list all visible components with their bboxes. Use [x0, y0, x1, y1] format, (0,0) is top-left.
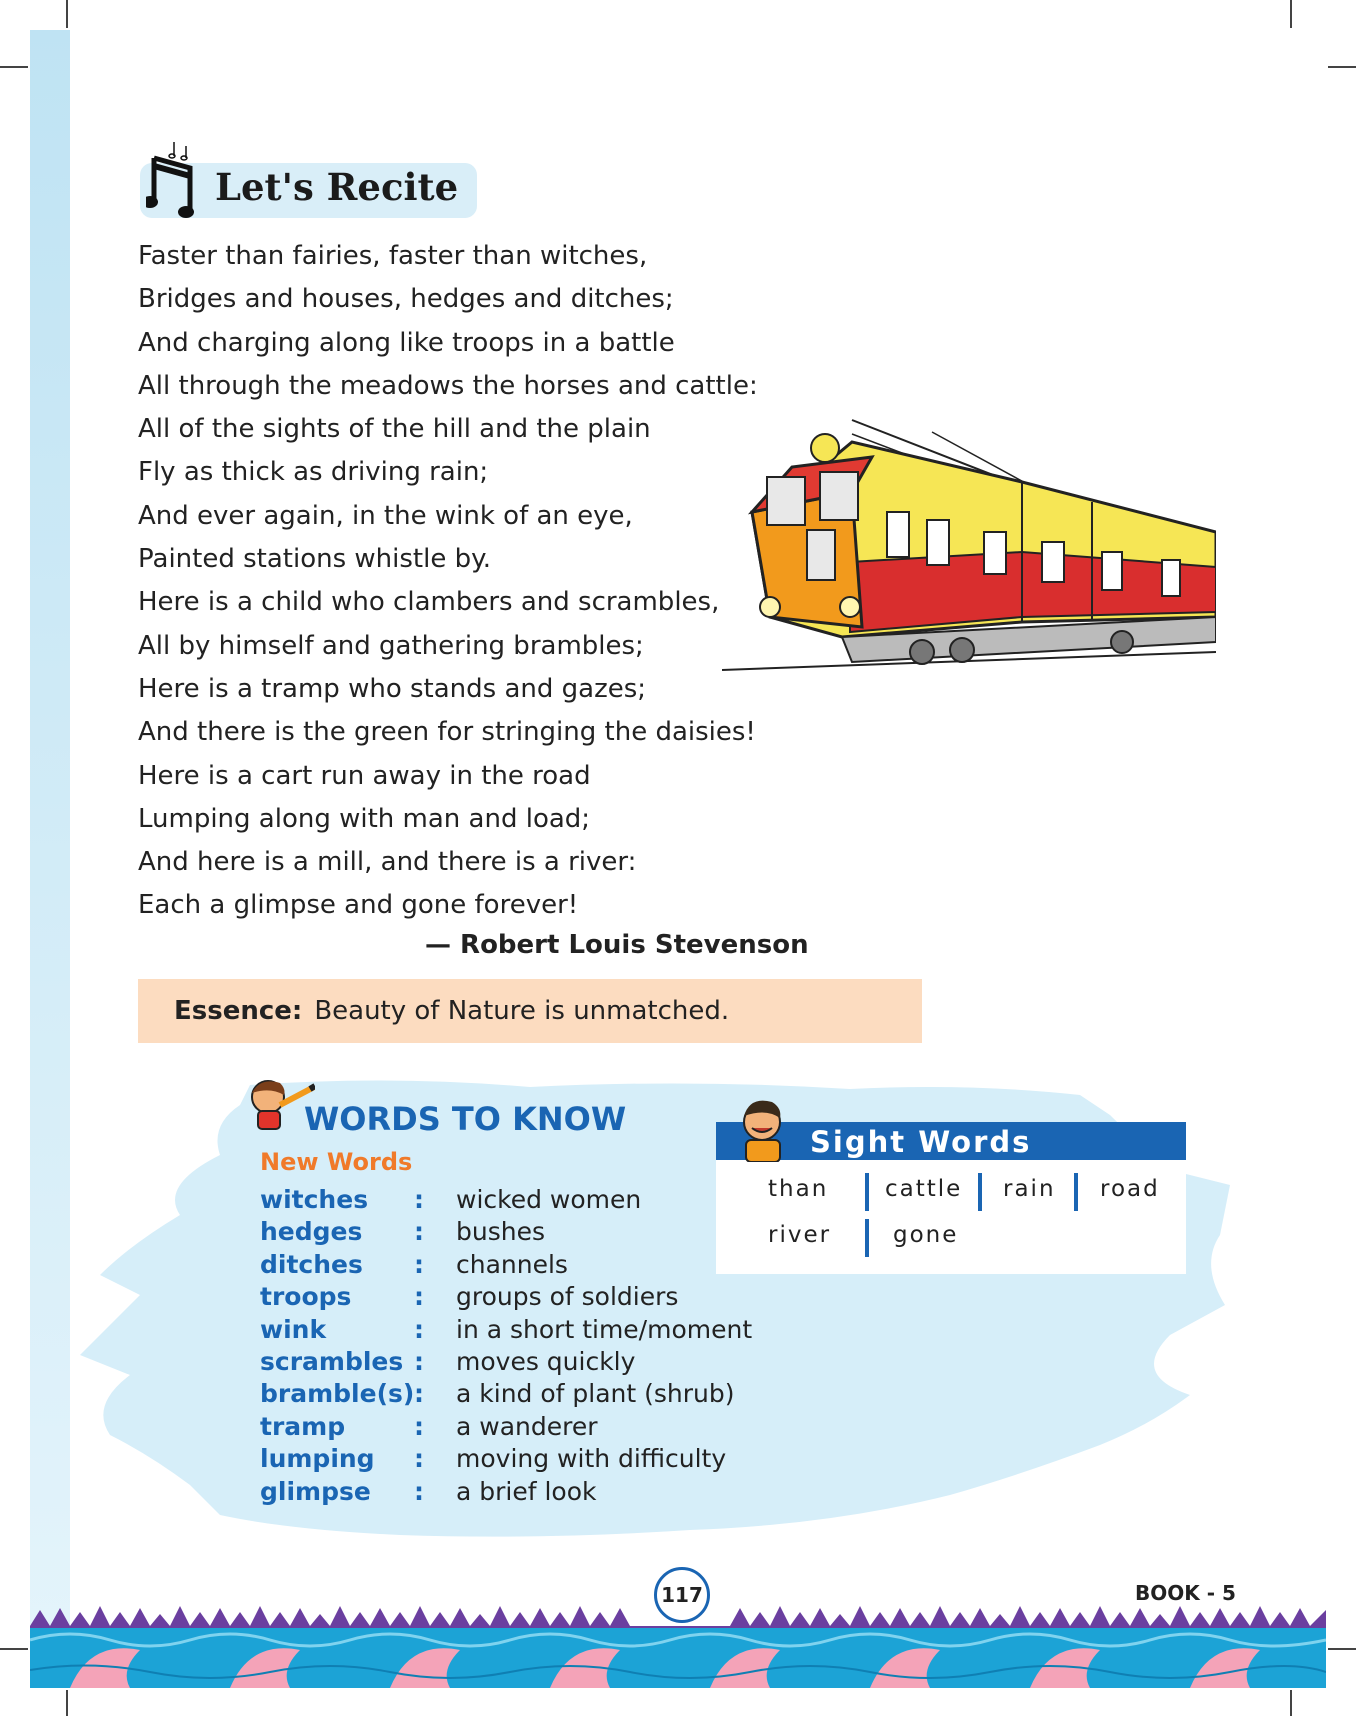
vocab-meaning: a wanderer: [456, 1411, 598, 1441]
poem-line: Here is a tramp who stands and gazes;: [138, 673, 647, 704]
poem-line: And ever again, in the wink of an eye,: [138, 500, 633, 531]
section-title: Let's Recite: [215, 165, 459, 209]
vocab-separator: :: [414, 1476, 424, 1506]
vocab-separator: :: [414, 1379, 424, 1409]
sight-word-divider: [865, 1173, 869, 1211]
poem-line: All through the meadows the horses and cattle:: [138, 370, 758, 401]
vocab-meaning: moving with difficulty: [456, 1444, 727, 1474]
poem-line: All by himself and gathering brambles;: [138, 630, 644, 661]
sight-word-divider: [1074, 1173, 1078, 1211]
sight-word: rain: [1003, 1176, 1056, 1202]
vocab-meaning: a kind of plant (shrub): [456, 1379, 735, 1409]
sight-word-divider: [865, 1219, 869, 1257]
vocab-separator: :: [414, 1411, 424, 1441]
vocab-meaning: in a short time/moment: [456, 1314, 753, 1344]
essence-box: [138, 979, 922, 1043]
vocab-meaning: groups of soldiers: [456, 1282, 679, 1312]
vocab-word: glimpse: [260, 1476, 371, 1506]
poem-author: — Robert Louis Stevenson: [425, 930, 809, 960]
crop-mark: [1328, 66, 1356, 68]
vocab-separator: :: [414, 1346, 424, 1376]
poem: [138, 235, 758, 928]
vocab-word: ditches: [260, 1249, 363, 1279]
poem-line: And here is a mill, and there is a river:: [138, 847, 637, 878]
words-to-know-title: WORDS TO KNOW: [304, 1100, 627, 1138]
vocab-separator: :: [414, 1282, 424, 1312]
poem-line: Painted stations whistle by.: [138, 544, 492, 575]
sight-word-divider: [978, 1173, 982, 1211]
sight-word: river: [768, 1222, 832, 1248]
crop-mark: [66, 0, 68, 28]
sight-word: cattle: [885, 1176, 963, 1202]
poem-line: Here is a cart run away in the road: [138, 760, 591, 791]
poem-line: Faster than fairies, faster than witches,: [138, 241, 648, 271]
vocab-word: lumping: [260, 1444, 375, 1474]
vocab-word: bramble(s): [260, 1379, 415, 1409]
vocab-word: witches: [260, 1185, 369, 1214]
essence-text: Beauty of Nature is unmatched.: [314, 996, 730, 1026]
vocab-separator: :: [414, 1314, 424, 1344]
crop-mark: [1328, 1648, 1356, 1650]
vocab-meaning: a brief look: [456, 1476, 597, 1506]
vocab-separator: :: [414, 1444, 424, 1474]
vocab-meaning: bushes: [456, 1217, 545, 1247]
vocab-separator: :: [414, 1185, 424, 1214]
poem-line: Lumping along with man and load;: [138, 803, 591, 834]
vocab-word: tramp: [260, 1411, 346, 1441]
vocab-meaning: wicked women: [456, 1185, 642, 1214]
poem-line: Here is a child who clambers and scrambles,: [138, 587, 720, 618]
music-note-icon: [146, 138, 210, 218]
vocab-separator: :: [414, 1217, 424, 1247]
page-number: 117: [654, 1567, 710, 1623]
poem-line: And there is the green for stringing the daisies!: [138, 717, 756, 748]
poem-line: Fly as thick as driving rain;: [138, 457, 489, 488]
poem-line: All of the sights of the hill and the plain: [138, 414, 651, 445]
crop-mark: [0, 1648, 28, 1650]
crop-mark: [66, 1690, 68, 1716]
essence-label: Essence:: [174, 996, 303, 1026]
sight-words-title: Sight Words: [810, 1125, 1032, 1159]
train-illustration: [722, 412, 1216, 674]
sight-word: road: [1100, 1176, 1160, 1202]
sight-words-kid-icon: [730, 1092, 800, 1162]
vocab-meaning: moves quickly: [456, 1346, 636, 1376]
vocab-word: scrambles: [260, 1346, 404, 1376]
sight-word: than: [768, 1176, 829, 1202]
vocab-word: troops: [260, 1282, 352, 1312]
vocab-meaning: channels: [456, 1249, 568, 1279]
crop-mark: [0, 66, 28, 68]
new-words-subtitle: New Words: [260, 1148, 413, 1176]
vocab-word: hedges: [260, 1217, 363, 1247]
poem-line: Each a glimpse and gone forever!: [138, 890, 579, 921]
side-sky-strip: [30, 30, 70, 1660]
crop-mark: [1290, 0, 1292, 28]
vocab-word: wink: [260, 1314, 327, 1344]
sight-word: gone: [893, 1222, 959, 1248]
vocab-separator: :: [414, 1249, 424, 1279]
book-label: BOOK - 5: [1135, 1581, 1236, 1605]
poem-line: And charging along like troops in a battle: [138, 327, 675, 358]
crop-mark: [1290, 1690, 1292, 1716]
poem-line: Bridges and houses, hedges and ditches;: [138, 284, 674, 315]
